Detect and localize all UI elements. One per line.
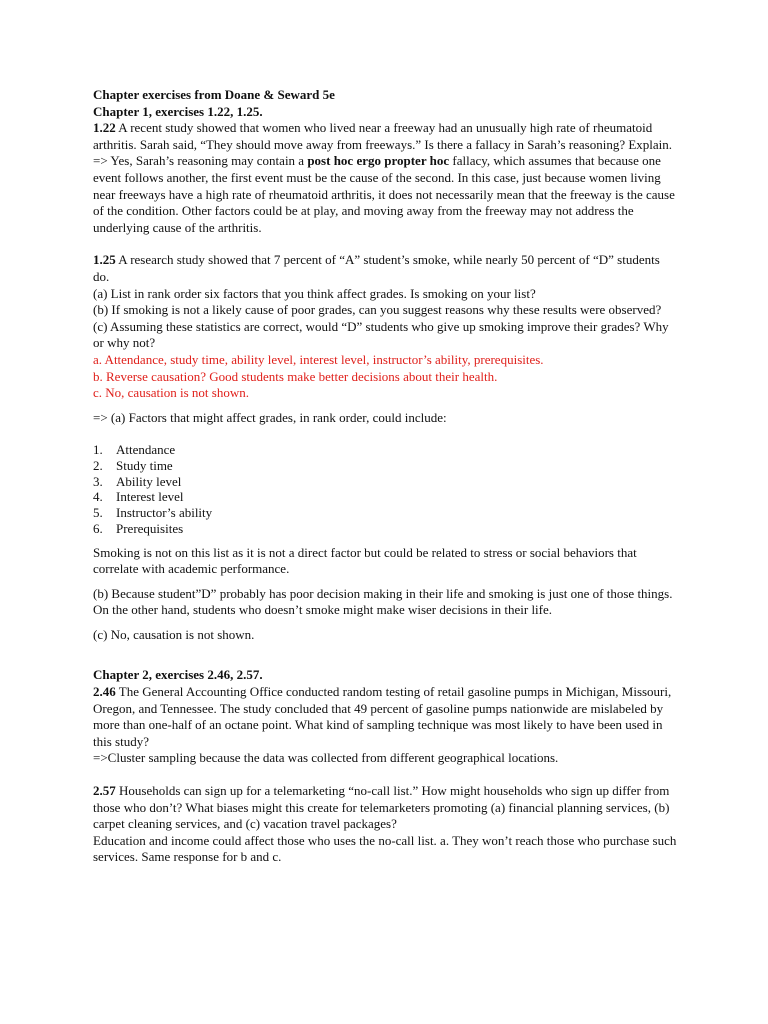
list-item: 2. Study time — [93, 457, 173, 473]
exercise-1-25-part-b: (b) If smoking is not a likely cause of poor grades, can you suggest reasons why these results were observed? — [93, 302, 662, 318]
red-answer-b: b. Reverse causation? Good students make better decisions about their health. — [93, 368, 498, 384]
exercise-1-25-part-a: (a) List in rank order six factors that you think affect grades. Is smoking on your list? — [93, 285, 536, 301]
exercise-number: 2.46 — [93, 684, 116, 700]
list-item: 5. Instructor’s ability — [93, 505, 213, 521]
exercise-2-46-answer: =>Cluster sampling because the data was collected from different geographical locations. — [93, 750, 559, 766]
answer-c: (c) No, causation is not shown. — [93, 626, 255, 642]
exercise-1-25-question: 1.25 A research study showed that 7 percent of “A” student’s smoke, while nearly 50 percent of “D” students do. — [93, 252, 660, 284]
list-item: 1. Attendance — [93, 442, 176, 458]
red-answer-a: a. Attendance, study time, ability level, interest level, instructor’s ability, prerequisites. — [93, 351, 544, 367]
smoking-note: Smoking is not on this list as it is not a direct factor but could be related to stress or social behaviors that correlate with academic performance. — [93, 544, 637, 577]
fallacy-term: post hoc ergo propter hoc — [307, 153, 450, 169]
exercise-number: 2.57 — [93, 783, 116, 799]
red-answer-c: c. No, causation is not shown. — [93, 385, 249, 401]
exercise-1-25-part-c: (c) Assuming these statistics are correct, would “D” students who give up smoking improve their grades? Why or why not? — [93, 318, 669, 351]
chapter-2-heading: Chapter 2, exercises 2.46, 2.57. — [93, 667, 263, 683]
exercise-1-22-question: 1.22 A recent study showed that women who lived near a freeway had an unusually high rate of rheumatoid arthritis. Sarah said, “They should move away from freeways.” Is there a fallacy in Sarah’s reasoning? Explain. — [93, 120, 673, 152]
list-item: 3. Ability level — [93, 473, 182, 489]
chapter-1-heading: Chapter 1, exercises 1.22, 1.25. — [93, 103, 263, 119]
answer-a-intro: => (a) Factors that might affect grades, in rank order, could include: — [93, 409, 447, 425]
factors-list — [93, 442, 678, 536]
document-title: Chapter exercises from Doane & Seward 5e — [93, 87, 335, 102]
exercise-number: 1.22 — [93, 120, 116, 136]
exercise-2-57-answer: Education and income could affect those who uses the no-call list. a. They won’t reach those who purchase such services. Same response for b and c. — [93, 832, 677, 865]
exercise-2-46-question: 2.46 The General Accounting Office conducted random testing of retail gasoline pumps in Michigan, Missouri, Oregon, and Tennessee. The study concluded that 49 percent of gasoline pumps nationwide are mislabeled by more than one-half of an octane point. What kind of sampling technique was most likely to have been used in this study? — [93, 684, 672, 749]
document-page — [93, 87, 678, 866]
exercise-1-22-answer: => Yes, Sarah’s reasoning may contain a post hoc ergo propter hoc fallacy, which assumes that because one event follows another, the first event must be the cause of the second. In this case, just because women living near freeways have a high rate of rheumatoid arthritis, it does not necessarily mean that the freeway is the cause of the condition. Other factors could be at play, and moving away from the freeway may not address the underlying cause of the arthritis. — [93, 153, 675, 235]
list-item: 6. Prerequisites — [93, 520, 184, 536]
answer-b: (b) Because student”D” probably has poor decision making in their life and smoking is just one of those things. On the other hand, students who doesn’t smoke might make wiser decisions in their life. — [93, 585, 673, 618]
exercise-number: 1.25 — [93, 252, 116, 268]
list-item: 4. Interest level — [93, 489, 184, 505]
exercise-2-57-question: 2.57 Households can sign up for a telemarketing “no-call list.” How might households who sign up differ from those who don’t? What biases might this create for telemarketers promoting (a) financial planning services, (b) carpet cleaning services, and (c) vacation travel packages? — [93, 783, 670, 832]
